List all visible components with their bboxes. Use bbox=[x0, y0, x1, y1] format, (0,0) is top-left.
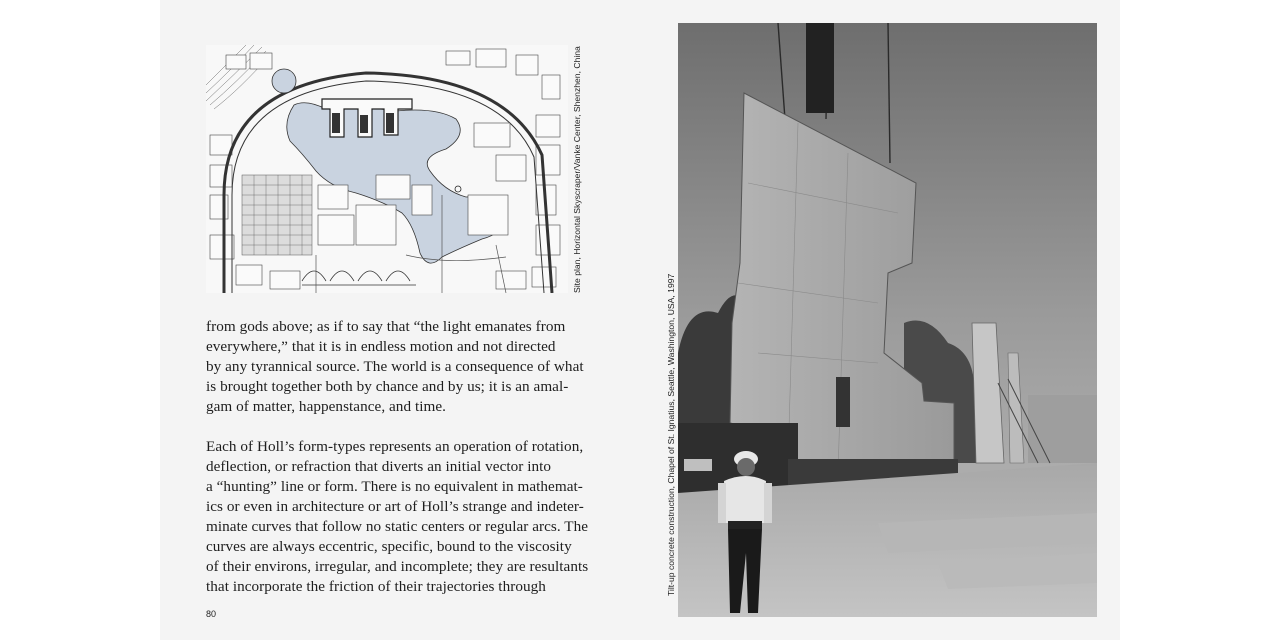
site-plan-figure bbox=[206, 45, 568, 293]
body-text-line: from gods above; as if to say that “the light emanates from bbox=[206, 318, 566, 335]
body-text-line: Each of Holl’s form-types represents an operation of rotation, bbox=[206, 438, 584, 455]
body-text-line: by any tyrannical source. The world is a consequence of what bbox=[206, 358, 584, 375]
body-text bbox=[206, 317, 588, 597]
photo-caption: Tilt-up concrete construction, Chapel of St. Ignatius, Seattle, Washington, USA, 1997 bbox=[666, 273, 676, 596]
body-text-line: that incorporate the friction of their trajectories through bbox=[206, 578, 546, 595]
construction-photo bbox=[678, 23, 1097, 617]
site-plan-caption: Site plan, Horizontal Skyscraper/Vanke Center, Shenzhen, China bbox=[572, 46, 582, 293]
book-spread bbox=[160, 0, 1120, 640]
body-text-line: is brought together both by chance and by us; it is an amal- bbox=[206, 378, 569, 395]
body-text-line: ics or even in architecture or art of Holl’s strange and indeter- bbox=[206, 498, 584, 515]
body-text-line: minate curves that follow no static centers or regular arcs. The bbox=[206, 518, 589, 535]
paragraph-gap bbox=[206, 417, 588, 437]
body-text-line: gam of matter, happenstance, and time. bbox=[206, 398, 446, 415]
body-text-line: of their environs, irregular, and incomplete; they are resultants bbox=[206, 558, 589, 575]
body-text-line: deflection, or refraction that diverts an initial vector into bbox=[206, 458, 552, 475]
body-text-line: everywhere,” that it is in endless motion and not directed bbox=[206, 338, 556, 355]
body-text-line: curves are always eccentric, specific, bound to the viscosity bbox=[206, 538, 572, 555]
page-number: 80 bbox=[206, 609, 217, 619]
body-text-line: a “hunting” line or form. There is no equivalent in mathemat- bbox=[206, 478, 583, 495]
